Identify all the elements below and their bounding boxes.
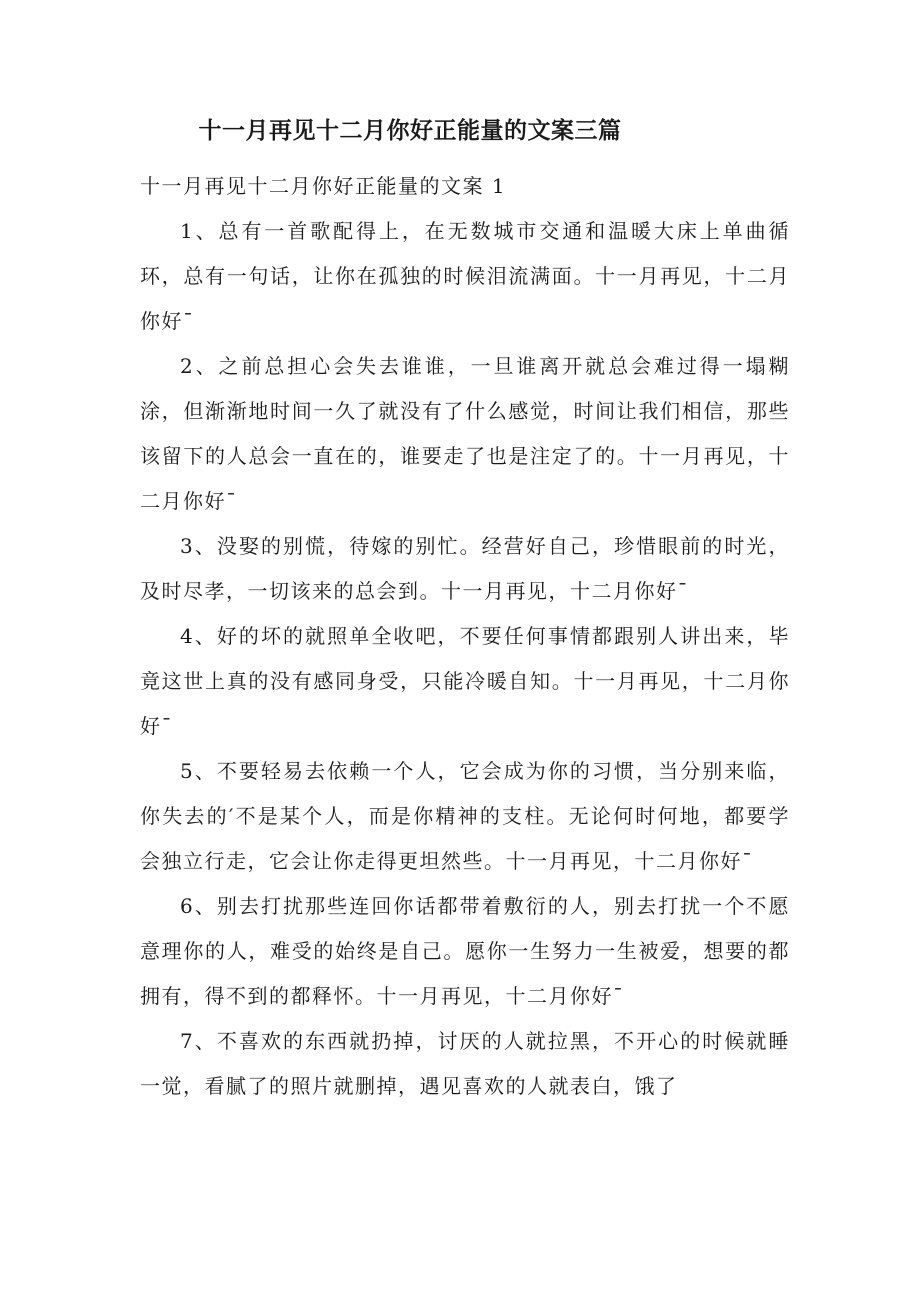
page-title: 十一月再见十二月你好正能量的文案三篇 (198, 117, 622, 144)
document-body (140, 164, 790, 1109)
paragraph-2: 2、之前总担心会失去谁谁，一旦谁离开就总会难过得一塌糊涂，但渐渐地时间一久了就没有了什么感觉，时间让我们相信，那些该留下的人总会一直在的，谁要走了也是注定了的。十一月再见，十二月你好ˉ (140, 354, 790, 513)
paragraph-5: 5、不要轻易去依赖一个人，它会成为你的习惯，当分别来临，你失去的′不是某个人，而是你精神的支柱。无论何时何地，都要学会独立行走，它会让你走得更坦然些。十一月再见，十二月你好ˉ (140, 759, 790, 873)
paragraph-6: 6、别去打扰那些连回你话都带着敷衍的人，别去打扰一个不愿意理你的人，难受的始终是自己。愿你一生努力一生被爱，想要的都拥有，得不到的都释怀。十一月再见，十二月你好ˉ (140, 894, 790, 1008)
paragraph-4: 4、好的坏的就照单全收吧，不要任何事情都跟别人讲出来，毕竟这世上真的没有感同身受，只能冷暖自知。十一月再见，十二月你好ˉ (140, 624, 790, 738)
section-heading: 十一月再见十二月你好正能量的文案 1 (140, 174, 507, 198)
paragraph-3: 3、没娶的别慌，待嫁的别忙。经营好自己，珍惜眼前的时光，及时尽孝，一切该来的总会到。十一月再见，十二月你好ˉ (140, 534, 790, 603)
paragraph-1: 1、总有一首歌配得上，在无数城市交通和温暖大床上单曲循环，总有一句话，让你在孤独的时候泪流满面。十一月再见，十二月你好ˉ (140, 219, 790, 333)
paragraph-7: 7、不喜欢的东西就扔掉，讨厌的人就拉黑，不开心的时候就睡一觉，看腻了的照片就删掉，遇见喜欢的人就表白，饿了 (140, 1029, 790, 1098)
